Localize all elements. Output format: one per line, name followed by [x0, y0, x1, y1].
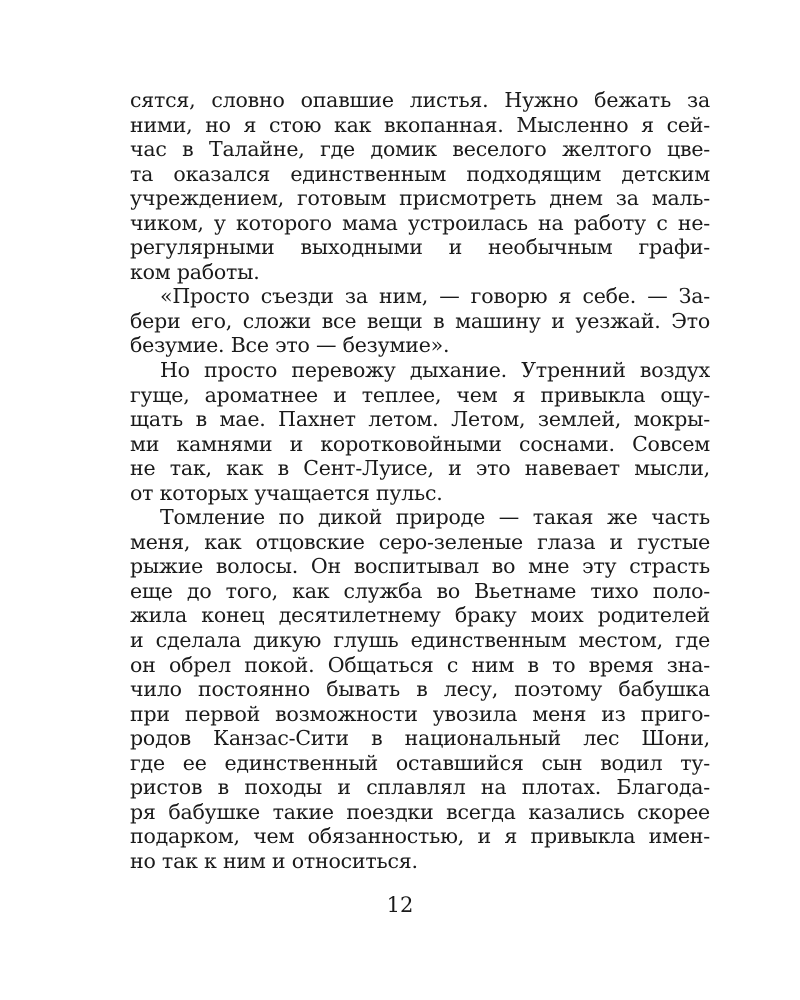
text-line: ними, но я стою как вкопанная. Мысленно я сей-: [130, 112, 710, 137]
text-line: ристов в походы и сплавлял на плотах. Благода-: [130, 775, 710, 800]
text-line: Но просто перевожу дыхание. Утренний воздух: [160, 358, 710, 383]
text-line: он обрел покой. Общаться с ним в то время зна-: [130, 652, 710, 677]
text-line: жила конец десятилетнему браку моих родителей: [130, 603, 710, 628]
text-line: ря бабушке такие поездки всегда казались скорее: [130, 799, 710, 824]
body-text: [130, 88, 710, 874]
page-number: 12: [386, 893, 414, 917]
text-line: но так к ним и относиться.: [130, 848, 418, 873]
text-line: учреждением, готовым присмотреть днем за маль-: [130, 186, 710, 211]
text-line: чиком, у которого мама устроилась на работу с не-: [130, 210, 710, 235]
text-line: родов Канзас-Сити в национальный лес Шони,: [130, 726, 710, 751]
text-line: час в Талайне, где домик веселого желтого цве-: [130, 137, 710, 162]
text-line: Томление по дикой природе — такая же часть: [160, 505, 710, 530]
text-line: не так, как в Сент-Луисе, и это навевает мысли,: [130, 456, 710, 481]
text-line: щать в мае. Пахнет летом. Летом, землей, мокры-: [130, 407, 710, 432]
text-line: ми камнями и коротковойными соснами. Совсем: [130, 431, 710, 456]
text-line: «Просто съезди за ним, — говорю я себе. — За-: [160, 284, 710, 309]
text-line: рыжие волосы. Он воспитывал во мне эту страсть: [130, 554, 710, 579]
text-line: регулярными выходными и необычным графи-: [130, 235, 710, 260]
paragraph-1: [130, 88, 710, 284]
text-line: при первой возможности увозила меня из приго-: [130, 701, 710, 726]
text-line: та оказался единственным подходящим детским: [130, 161, 710, 186]
text-line: чило постоянно бывать в лесу, поэтому бабушка: [130, 677, 710, 702]
text-line: меня, как отцовские серо-зеленые глаза и густые: [130, 529, 710, 554]
text-line: гуще, ароматнее и теплее, чем я привыкла ощу-: [130, 382, 710, 407]
text-line: еще до того, как служба во Вьетнаме тихо поло-: [130, 578, 710, 603]
text-line: безумие. Все это — безумие».: [130, 333, 450, 358]
text-line: ком работы.: [130, 259, 260, 284]
text-line: где ее единственный оставшийся сын водил ту-: [130, 750, 710, 775]
paragraph-2: [130, 284, 710, 358]
text-line: от которых учащается пульс.: [130, 480, 443, 505]
text-line: и сделала дикую глушь единственным местом, где: [130, 628, 710, 653]
text-line: бери его, сложи все вещи в машину и уезжай. Это: [130, 308, 710, 333]
paragraph-3: [130, 358, 710, 505]
text-line: подарком, чем обязанностью, и я привыкла имен-: [130, 824, 710, 849]
paragraph-4: [130, 505, 710, 873]
text-line: сятся, словно опавшие листья. Нужно бежать за: [130, 88, 710, 112]
